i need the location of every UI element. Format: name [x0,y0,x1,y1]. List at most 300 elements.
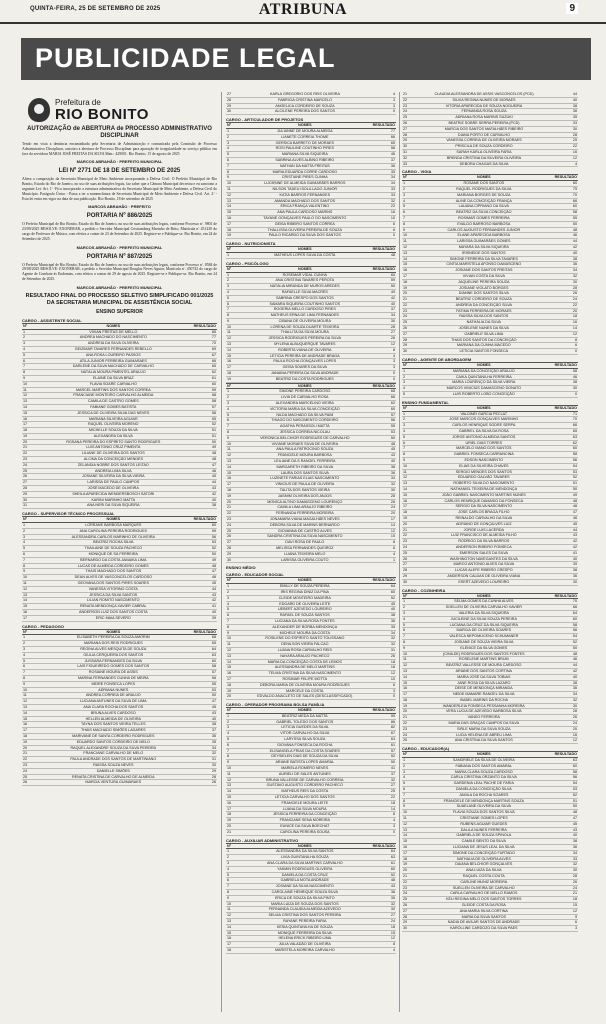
score-cell: 3 [372,97,396,103]
name-cell: NILDA MACHADO DA SILVA PAIM [238,412,372,418]
rank-cell: 15 [226,353,238,359]
score-cell: 43 [193,710,217,716]
score-cell: 3 [372,365,396,371]
name-cell: ANDREIA DA SILVA OLIVEIRA [34,341,193,347]
score-cell: 36 [554,262,578,268]
score-cell: 47 [554,510,578,516]
score-cell: 43 [554,827,578,833]
name-cell: LUCIANA DA SILVA ROSA FONTES [238,618,372,624]
name-cell: SIMONE PEREIRA CARDOSO [238,389,372,395]
rank-cell: 11 [402,816,414,822]
score-cell: 60 [372,589,396,595]
results-table [402,405,578,586]
score-cell: 47 [193,569,217,575]
rank-cell: 11 [226,186,238,192]
rank-cell: 17 [226,365,238,371]
score-cell: 43 [193,592,217,598]
rank-cell: 7 [226,163,238,169]
score-cell: 12 [372,528,396,534]
rank-cell: 5 [22,658,34,664]
rank-cell: 12 [402,244,414,250]
rank-cell: 10 [402,233,414,239]
rank-cell: 27 [402,562,414,568]
column-header: Nº [226,578,238,584]
score-cell: 32 [372,198,396,204]
score-cell: 85 [193,329,217,335]
rank-cell: 15 [402,680,414,686]
rank-cell: 26 [402,556,414,562]
name-cell: IRIS REGINA DINIZ DA PINA [238,589,372,595]
score-cell: 63 [554,758,578,764]
name-cell: VINICIUS DE PAULA DE OLIVEIRA [238,482,372,488]
name-cell: BRUNA VALLESSE DE CARVALHO CORREIA [238,777,372,783]
results-table [226,843,396,954]
column-header: RESULTADO [372,383,395,388]
column-header: Nº [402,405,414,411]
rank-cell: 20 [22,745,34,751]
rank-cell: 9 [402,227,414,233]
score-cell: 56 [193,410,217,416]
name-cell: CAROLINA PEREIRA SOUSA [238,829,372,835]
score-cell: 67 [193,352,217,358]
score-cell: 45 [193,581,217,587]
rank-cell: 27 [226,540,238,546]
column-header: NOMES [414,752,554,758]
column-header: Nº [402,363,414,369]
name-cell: (CINILDE) RODRIGUES DOS SANTOS FONTES [414,651,554,657]
score-cell: 0 [372,829,396,835]
rank-cell: 3 [226,140,238,146]
name-cell: THAIS MACHADO DOS SANTOS [34,569,193,575]
rank-cell: 9 [402,645,414,651]
rank-cell: 12 [402,663,414,669]
score-cell: 48 [372,252,396,258]
score-cell: 58 [372,146,396,152]
name-cell: SELMA GOMES DA CUNHA ALVES [414,599,554,605]
column-header: NOMES [414,405,554,411]
score-cell: 51 [193,433,217,439]
score-cell: 27 [372,330,396,336]
name-cell: JULIA VALADÃO DE OLIVEIRA [238,942,372,948]
name-cell: RAISSA SILVA DOS SANTOS [414,314,554,320]
score-cell: 45 [554,821,578,827]
score-cell: 35 [372,895,396,901]
name-cell: DEBORA SILVA DE MARINS BERNARDO [238,522,372,528]
rank-cell: 31 [22,503,34,509]
name-cell: JESSICA RODRIGUES PEREIRA DA SILVA [238,336,372,342]
name-cell: CLEIDE MONTEIRO MADEIRA [238,595,372,601]
rank-cell: 26 [402,326,414,332]
rank-cell: 6 [226,418,238,424]
score-cell: 51 [554,481,578,487]
table-row [402,349,578,355]
name-cell: AGATHA PERASSOLI MATTA [238,424,372,430]
name-cell: CIBANA DE OLIVEIRA MOURA [238,318,372,324]
name-cell: LUIS ROBERTO LOBO CONCEIÇÃO [414,392,554,398]
score-cell: 60 [193,523,217,529]
score-cell: 62 [193,370,217,376]
score-cell: 52 [554,792,578,798]
name-cell: GLEIDE COSTA DA ROSA [414,902,554,908]
name-cell: ROSI PAULINE COUTINHO PIRES [238,146,372,152]
score-cell: 31 [193,757,217,763]
name-cell: GEISA RIBEIRO SANTOS CORREA [238,221,372,227]
name-cell: BEATRIZ CORDEIRO DE SOUZA [414,297,554,303]
cargo-heading: CARGO - PEDAGOGO [22,623,65,629]
cargo-heading: CARGO - ASSISTENTE SOCIAL [22,317,82,323]
name-cell: DANIELA DA CONCEIÇÃO SILVA [414,787,554,793]
score-cell: 39 [554,562,578,568]
score-cell: 40 [372,301,396,307]
score-cell: 34 [372,630,396,636]
name-cell: VIVIAN COSTA DA SILVA [414,273,554,279]
rank-cell: 5 [22,352,34,358]
name-cell: JOSIANE VIOLATO BORGES [414,285,554,291]
cargo-heading: CARGO - NUTRICIONISTA [226,241,276,247]
name-cell: TELMA CRISTINA DA SILVA NASCIMENTO [238,671,372,677]
name-cell: LETICIA CARVALHO DOS SANTOS [238,795,372,801]
rank-cell: 1 [22,329,34,335]
score-cell: 12 [554,738,578,744]
score-cell: 3 [372,103,396,109]
name-cell: DEBORA CHAGAS DA SILVA [414,161,554,167]
rank-cell: 14 [22,598,34,604]
name-cell: JANAINA PEREIRA DA SILVA ANDRADE [238,371,372,377]
rank-cell: 20 [226,694,238,700]
score-cell: 38 [554,103,578,109]
cargo-heading: CARGO - ARTICULADOR DE PROJETOS [226,117,304,123]
name-cell: ANDREA MACHADO DO NASCIMENTO [34,335,193,341]
masthead: ATRIBUNA [258,1,348,18]
name-cell: BEATRIZ ROCHA SILVA [34,540,193,546]
rank-cell: 30 [402,926,414,932]
rank-cell: 21 [402,874,414,880]
name-cell: LARISSA OLIVEIRA COUTO [238,557,372,563]
score-cell: 40 [554,833,578,839]
name-cell: ALEXANDER DE BORBA MENDONÇA [238,624,372,630]
name-cell: MARIA EDUARDA CORRE CARDOSO [238,169,372,175]
name-cell: ATILA JUNIOR FERREIRA GUIMARAES [34,358,193,364]
rank-cell: 19 [226,818,238,824]
name-cell: ELAINE DA SILVA BRAZ [34,375,193,381]
rank-cell: 7 [226,884,238,890]
score-cell: 0 [372,694,396,700]
score-cell: 42 [554,668,578,674]
name-cell: KAROLLINE CARDOZO DA SILVA PAES [414,926,554,932]
rank-cell: 24 [402,732,414,738]
score-cell: 4 [372,818,396,824]
column-divider [221,92,222,1012]
name-cell: LUIZ FRANCISCO DE ALMEIDA FILHO [414,533,554,539]
rank-cell: 10 [226,766,238,772]
score-cell: 9 [554,914,578,920]
score-cell: 32 [372,901,396,907]
rank-cell: 14 [402,833,414,839]
rank-cell: 9 [226,630,238,636]
rank-cell: 23 [402,885,414,891]
name-cell: FERNANDA CLAUDIA ALMEIDA AZEVEDO [238,907,372,913]
score-cell: 64 [372,849,396,855]
score-cell: 28 [554,285,578,291]
rank-cell: 25 [226,528,238,534]
rank-cell: 10 [402,810,414,816]
cargo-heading: CARGO - SUPERVISOR TÉCNICO PROCESSUAL [22,511,115,517]
rank-cell: 9 [226,175,238,181]
rank-cell: 4 [226,146,238,152]
rank-cell: 24 [22,462,34,468]
rank-cell: 10 [226,901,238,907]
name-cell: GABRIEL TOLEDO DOS SANTOS [238,719,372,725]
rank-cell: 9 [402,458,414,464]
rank-cell: 6 [402,210,414,216]
rank-cell: 20 [402,521,414,527]
score-cell: 36 [554,845,578,851]
score-cell: 55 [372,424,396,430]
name-cell: TAYANE GONÇALVES PAULO DO NASCIMENTO [238,215,372,221]
name-cell: PAULA ROCHA GONÇALVES LOPES [238,359,372,365]
name-cell: GIOVANNA DE CASTRO ALVES [238,528,372,534]
score-cell: 49 [193,445,217,451]
score-cell: 60 [554,616,578,622]
results-table [226,266,396,383]
name-cell: GIULIA CERQUEIRA DOS SANTOS [34,652,193,658]
name-cell: LETICIA GUEDES DA SILVA [238,725,372,731]
score-cell: 48 [554,227,578,233]
name-cell: DARLENE DA SILVA MACHADO DE CARVALHO [34,364,193,370]
score-cell: 18 [372,924,396,930]
name-cell: VERA LUCIA DE AZEVEDO BARBOSA SILVA [414,709,554,715]
rank-cell: 17 [22,728,34,734]
score-cell: 54 [554,634,578,640]
name-cell: ELENICE DA SILVA GOMES [414,645,554,651]
name-cell: RAFAEL DE SOUZA SANTOS [238,613,372,619]
rank-cell: 19 [226,233,238,239]
score-cell: 30 [554,386,578,392]
rank-cell: 28 [226,97,238,103]
rank-cell: 11 [226,447,238,453]
rank-cell: 18 [402,510,414,516]
score-cell: 33 [554,120,578,126]
page-header [0,0,606,24]
name-cell: VANESSA VITORINO COSTA [34,586,193,592]
column-header: NOMES [238,843,372,849]
score-cell: 60 [554,763,578,769]
score-cell: 10 [372,215,396,221]
rank-cell: 7 [402,792,414,798]
score-cell: 63 [372,737,396,743]
score-cell: 49 [193,557,217,563]
score-cell: 1 [372,557,396,563]
rank-cell: 26 [226,534,238,540]
rank-cell: 14 [402,487,414,493]
score-cell: 42 [193,598,217,604]
score-cell: 34 [193,745,217,751]
name-cell: FRANCIELE MOURA LEITE [238,800,372,806]
rank-cell: 11 [22,581,34,587]
name-cell: FATIMA FERREIRA DE MORAES [414,308,554,314]
score-cell: 27 [372,783,396,789]
rank-cell: 21 [402,297,414,303]
rank-cell: 15 [226,470,238,476]
score-cell: 6 [554,920,578,926]
name-cell: AMANDA MACHADO DOS SANTOS [238,198,372,204]
score-cell: 24 [554,721,578,727]
name-cell: MARIANA DA CONCEIÇÃO ARAUJO [414,368,554,374]
score-cell: 42 [554,544,578,550]
rank-cell: 7 [226,424,238,430]
cargo-heading: CARGO - OPERADOR PROGRAMA BOLSA FAMÍLIA [226,702,325,708]
name-cell: NADIA DE AVILAR SANTOS DE ANDRADE [414,920,554,926]
results-table [226,246,396,259]
name-cell: CARLINE MUNIZ MOREIRA [414,879,554,885]
name-cell: ALINE DA CONCEIÇÃO FRANÇA [414,198,554,204]
rank-cell: 6 [22,664,34,670]
score-cell: 37 [372,157,396,163]
score-cell: 30 [372,318,396,324]
score-cell: 24 [372,505,396,511]
score-cell: 52 [554,639,578,645]
rank-cell: 2 [226,395,238,401]
rank-cell: 12 [226,913,238,919]
rank-cell: 18 [226,682,238,688]
name-cell: CAROLAINE HENRIQUE SOUZA SILVA [238,890,372,896]
score-cell: 46 [554,515,578,521]
name-cell: SHEILA APARECIDA WENDERSBOSCH SATORI [34,491,193,497]
rank-cell: 7 [22,557,34,563]
name-cell: GUSTAVO AUGUSTO CORDEIRO PACHECO [238,783,372,789]
rank-cell: 8 [402,798,414,804]
rank-cell: 2 [226,855,238,861]
score-cell: 57 [193,404,217,410]
rank-cell: 19 [226,376,238,382]
score-cell: 32 [554,862,578,868]
rank-cell: 18 [22,733,34,739]
rank-cell: 4 [402,429,414,435]
column-3 [402,92,578,1012]
name-cell: VERONICA BELCHIOR RODRIGUES DE CARVALHO [238,435,372,441]
name-cell: AURIELI DE SALES ANTUNES [238,771,372,777]
rank-cell: 22 [402,97,414,103]
name-cell: LAURA DOS SANTOS SILVA [238,470,372,476]
rank-cell: 2 [402,374,414,380]
rank-cell: 23 [402,103,414,109]
rank-cell: 23 [22,762,34,768]
score-cell: 10 [372,676,396,682]
name-cell: RAFAELLE SILVA MACRÊS [238,289,372,295]
rank-cell: 29 [402,573,414,579]
name-cell: ZELANDIA NOBRE DOS SANTOS LEITAO [34,462,193,468]
score-cell: 55 [193,681,217,687]
score-cell: 0 [372,371,396,377]
name-cell: MATHEUS ERNA DE LIMA FERNANDES [238,313,372,319]
column-header: Nº [226,383,238,389]
name-cell: DEBORA MARIA DE OLIVEIRA MOURA RODRIGUES [238,682,372,688]
score-cell: 30 [554,126,578,132]
score-cell: 46 [554,233,578,239]
score-cell: 14 [554,326,578,332]
score-cell: 3 [372,359,396,365]
rank-cell: 26 [402,120,414,126]
law-title: LEI Nº 2771 DE 18 DE SETEMBRO DE 2025 [58,168,181,175]
rank-cell: 27 [402,331,414,337]
score-cell: 6 [372,545,396,551]
name-cell: MARIA CLARA SOUZA CARDOSO [414,769,554,775]
score-cell: 44 [193,586,217,592]
signature: MARCOS ABRAHÃO · PREFEITO MUNICIPAL [76,284,163,290]
rank-cell: 2 [402,763,414,769]
rank-cell: 6 [226,613,238,619]
rank-cell: 14 [226,204,238,210]
rank-cell: 1 [226,849,238,855]
rank-cell: 3 [402,610,414,616]
rank-cell: 30 [402,349,414,355]
name-cell: SAMARA SIQUEIRA COUTINHO SANTOS [238,301,372,307]
score-cell: 57 [372,412,396,418]
rank-cell: 11 [402,239,414,245]
name-cell: CARLA CRISTINA ORZANTO DA SILVA [414,775,554,781]
rank-cell: 29 [22,491,34,497]
portaria-body: O Prefeito Municipal de Rio Bonito, Estado do Rio de Janeiro, no uso de suas atribuições legais, conforme Processo nº. 8584 de 29/08/2025 RESOLVE: EXONERAR, a pedido o Servidor Municipal Douglas Neves Aguiar, Matrícula nº. 450742 do cargo de Agente de Combate às Endemias, com efeitos a contar de 29 de agosto de 2025. Registre-se e Publique-se. Rio Bonito, em 24 de Setembro de 2025. [22,262,217,281]
rank-cell: 16 [226,476,238,482]
column-header: RESULTADO [372,708,395,713]
score-cell: 25 [554,138,578,144]
column-header: NOMES [238,123,372,129]
score-cell: 70 [554,192,578,198]
rank-cell: 30 [402,579,414,585]
score-cell: 43 [372,453,396,459]
score-cell: 60 [372,866,396,872]
score-cell: 75 [554,186,578,192]
name-cell: VALDINEI GARCIA PECLAT [414,411,554,417]
score-cell: 16 [372,665,396,671]
score-cell: 54 [554,781,578,787]
score-cell: 8 [372,347,396,353]
score-cell: 56 [193,675,217,681]
score-cell: 35 [193,739,217,745]
score-cell: 61 [372,861,396,867]
name-cell: JONAMARA VIANA MAGALHÃES NEVES [238,516,372,522]
rank-cell: 16 [22,416,34,422]
name-cell: ERICA DE SOUZA DA SILVA PINTO [238,895,372,901]
score-cell: 45 [193,474,217,480]
rank-cell: 10 [226,441,238,447]
name-cell: ERIC MAIA SEVERO [34,615,193,621]
rank-cell: 8 [226,624,238,630]
name-cell: ANA LUIZA DA SILVA [414,868,554,874]
score-cell: 65 [554,429,578,435]
rank-cell: 23 [402,539,414,545]
rank-cell: 30 [226,557,238,563]
rank-cell: 6 [226,878,238,884]
name-cell: JULIANNE DE MOURA ALMEIDA [238,128,372,134]
rank-cell: 16 [226,215,238,221]
score-cell: 50 [372,760,396,766]
name-cell: LUZINETE FARIAS ELIAS NASCIMENTO [238,476,372,482]
rank-cell: 21 [22,445,34,451]
rank-cell: 13 [226,459,238,465]
rank-cell: 23 [402,308,414,314]
rank-cell: 9 [226,435,238,441]
rank-cell: 6 [402,787,414,793]
score-cell: 14 [372,806,396,812]
name-cell: FERNANDA ROSA SOUZA [414,109,554,115]
name-cell: ANA CAROLINA PEREIRA RODRIGUES [34,528,193,534]
column-header: NOMES [414,175,554,181]
name-cell: JUCILEINE DA SILVA SOUZA PEREIRA [414,616,554,622]
score-cell: 30 [554,703,578,709]
rank-cell: 17 [226,806,238,812]
score-cell: 15 [554,902,578,908]
